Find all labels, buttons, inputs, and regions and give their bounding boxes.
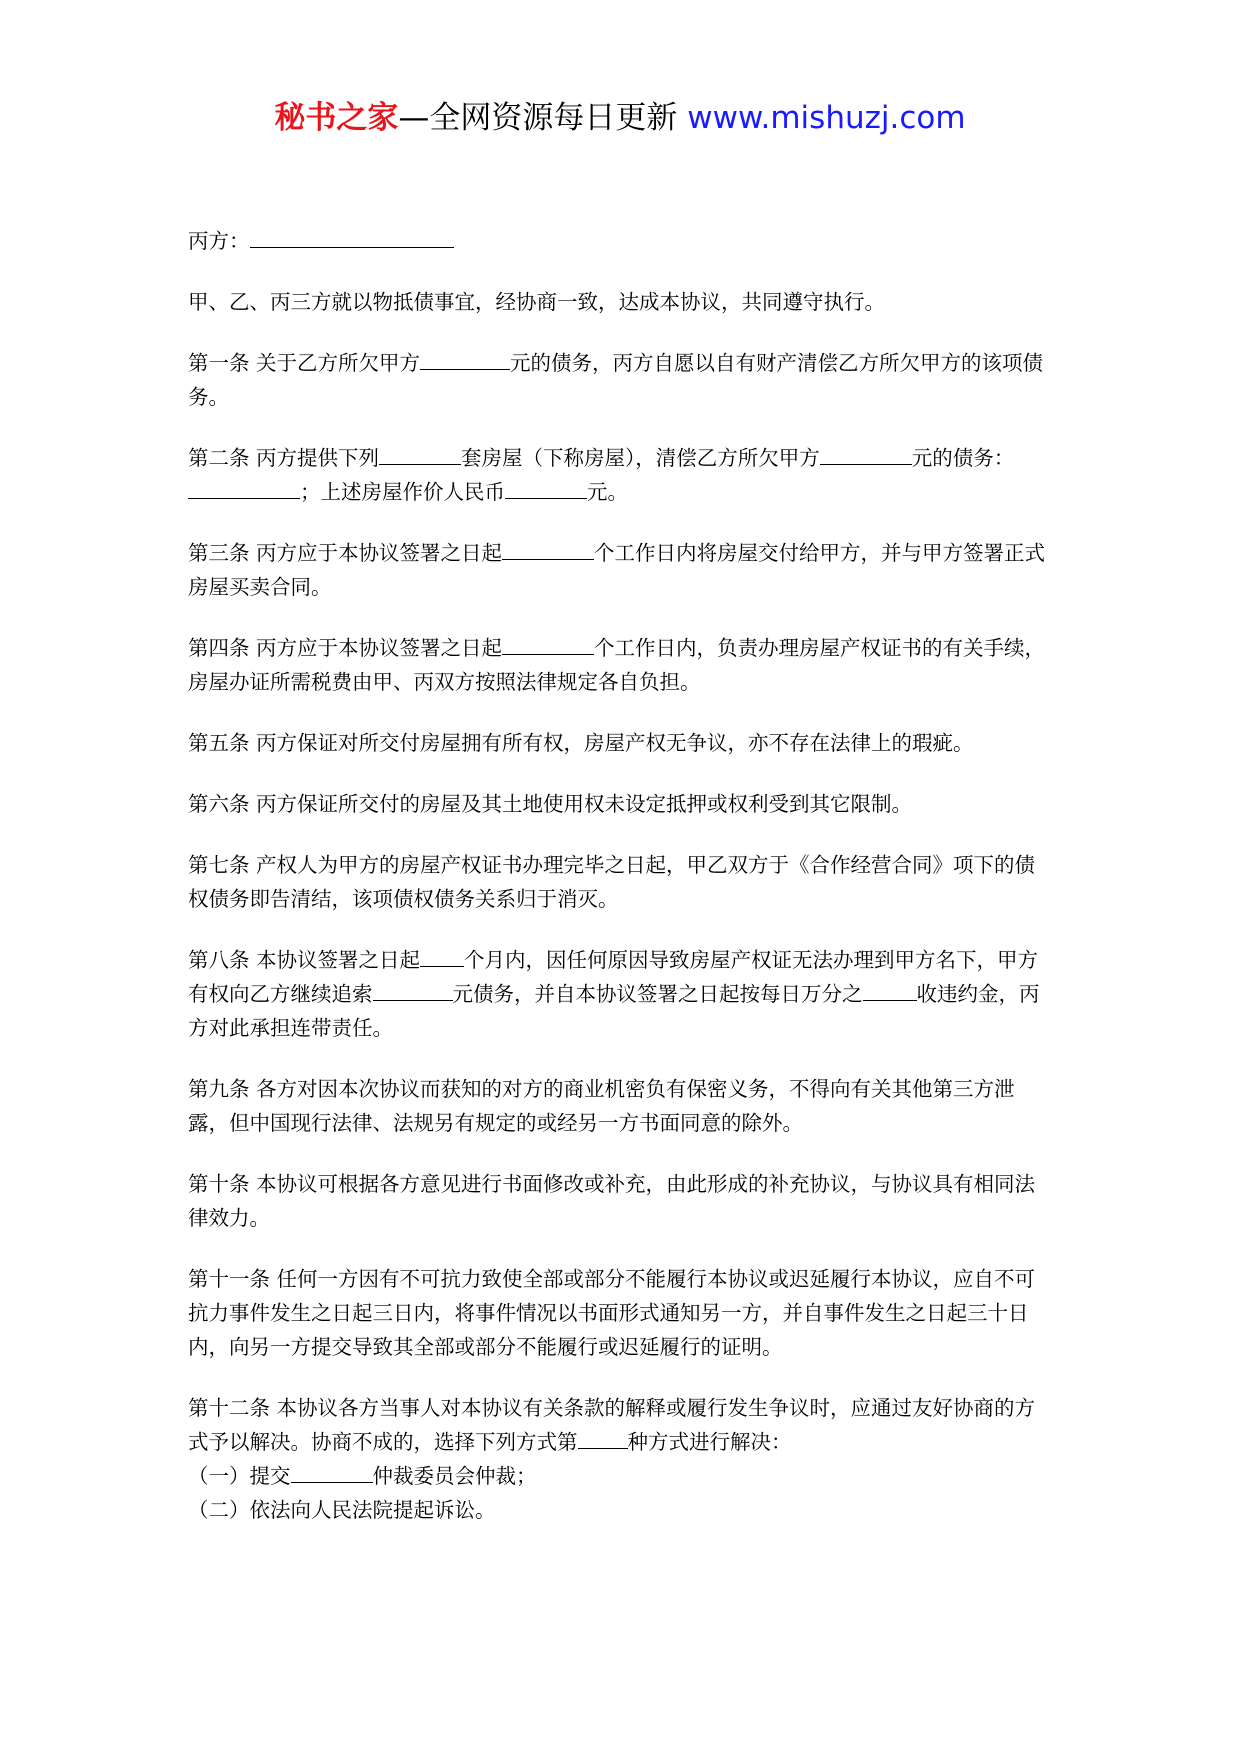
article-10: 第十条 本协议可根据各方意见进行书面修改或补充，由此形成的补充协议，与协议具有相同法律效力。 <box>188 1172 1036 1230</box>
article-4-text-a: 第四条 丙方应于本协议签署之日起 <box>188 636 503 660</box>
article-8-text-c: 元债务，并自本协议签署之日起按每日万分之 <box>452 982 863 1006</box>
article-11: 第十一条 任何一方因有不可抗力致使全部或部分不能履行本协议或迟延履行本协议，应自不可抗力事件发生之日起三日内，将事件情况以书面形式通知另一方，并自事件发生之日起三十日内，向另一方提交导致其全部或部分不能履行或迟延履行的证明。 <box>188 1267 1036 1359</box>
header-url-link[interactable]: www.mishuzj.com <box>687 100 966 136</box>
article-3-days-blank[interactable] <box>502 539 594 560</box>
article-12-option-blank[interactable] <box>578 1428 628 1449</box>
article-12-text-b: 种方式进行解决： <box>627 1430 792 1454</box>
article-2-price-blank[interactable] <box>505 478 587 499</box>
article-2-text-b: 套房屋（下称房屋），清偿乙方所欠甲方 <box>461 446 820 470</box>
party-c-label: 丙方： <box>188 229 250 253</box>
article-12-option-1 <box>188 1459 1052 1493</box>
header-brand: 秘书之家 <box>274 100 399 136</box>
article-3-text-a: 第三条 丙方应于本协议签署之日起 <box>188 541 503 565</box>
article-2 <box>188 441 1052 509</box>
article-2-list-blank[interactable] <box>188 478 300 499</box>
article-6: 第六条 丙方保证所交付的房屋及其土地使用权未设定抵押或权利受到其它限制。 <box>188 792 913 816</box>
article-8-months-blank[interactable] <box>420 946 464 967</box>
article-7: 第七条 产权人为甲方的房屋产权证书办理完毕之日起，甲乙双方于《合作经营合同》项下的债权债务即告清结，该项债权债务关系归于消灭。 <box>188 853 1036 911</box>
article-1-text-b: 元的债务，丙方自愿以自有财产清偿乙方所欠甲方的该项债务。 <box>188 351 1044 409</box>
intro-paragraph: 甲、乙、丙三方就以物抵债事宜，经协商一致，达成本协议，共同遵守执行。 <box>188 290 885 314</box>
option-1-text-a: （一）提交 <box>188 1464 291 1488</box>
article-8 <box>188 943 1052 1045</box>
article-8-amount-blank[interactable] <box>373 980 453 1001</box>
article-4-text-b: 个工作日内，负责办理房屋产权证书的有关手续，房屋办证所需税费由甲、丙双方按照法律规定各自负担。 <box>188 636 1046 694</box>
article-3 <box>188 536 1052 604</box>
party-c-line <box>188 224 1052 258</box>
article-8-rate-blank[interactable] <box>863 980 917 1001</box>
article-8-text-b: 个月内，因任何原因导致房屋产权证无法办理到甲方名下，甲方有权向乙方继续追索 <box>188 948 1039 1006</box>
article-12 <box>188 1391 1052 1459</box>
article-12-option-2: （二）依法向人民法院提起诉讼。 <box>188 1498 496 1522</box>
article-2-text-c: 元的债务： <box>911 446 1015 470</box>
page-header <box>0 98 1240 138</box>
party-c-blank[interactable] <box>250 227 454 248</box>
article-8-text-a: 第八条 本协议签署之日起 <box>188 948 421 972</box>
option-1-text-b: 仲裁委员会仲裁； <box>372 1464 537 1488</box>
article-3-text-b: 个工作日内将房屋交付给甲方，并与甲方签署正式房屋买卖合同。 <box>188 541 1046 599</box>
article-1-text-a: 第一条 关于乙方所欠甲方 <box>188 351 421 375</box>
article-2-debt-blank[interactable] <box>820 444 912 465</box>
option-1-arbitration-blank[interactable] <box>291 1462 373 1483</box>
agreement-body <box>188 224 1052 1527</box>
article-2-count-blank[interactable] <box>379 444 461 465</box>
article-5: 第五条 丙方保证对所交付房屋拥有所有权，房屋产权无争议，亦不存在法律上的瑕疵。 <box>188 731 974 755</box>
article-4 <box>188 631 1052 699</box>
header-tagline: —全网资源每日更新 <box>398 100 678 136</box>
article-12-text-a: 第十二条 本协议各方当事人对本协议有关条款的解释或履行发生争议时，应通过友好协商的方式予以解决。协商不成的，选择下列方式第 <box>188 1396 1036 1454</box>
article-2-text-d: ；上述房屋作价人民币 <box>300 480 505 504</box>
article-1-amount-blank[interactable] <box>420 349 510 370</box>
article-9: 第九条 各方对因本次协议而获知的对方的商业机密负有保密义务，不得向有关其他第三方泄露，但中国现行法律、法规另有规定的或经另一方书面同意的除外。 <box>188 1077 1015 1135</box>
article-8-text-d: 收违约金，丙方对此承担连带责任。 <box>188 982 1040 1040</box>
article-2-text-a: 第二条 丙方提供下列 <box>188 446 380 470</box>
article-2-text-e: 元。 <box>587 480 628 504</box>
article-4-days-blank[interactable] <box>502 634 594 655</box>
article-1 <box>188 346 1052 414</box>
